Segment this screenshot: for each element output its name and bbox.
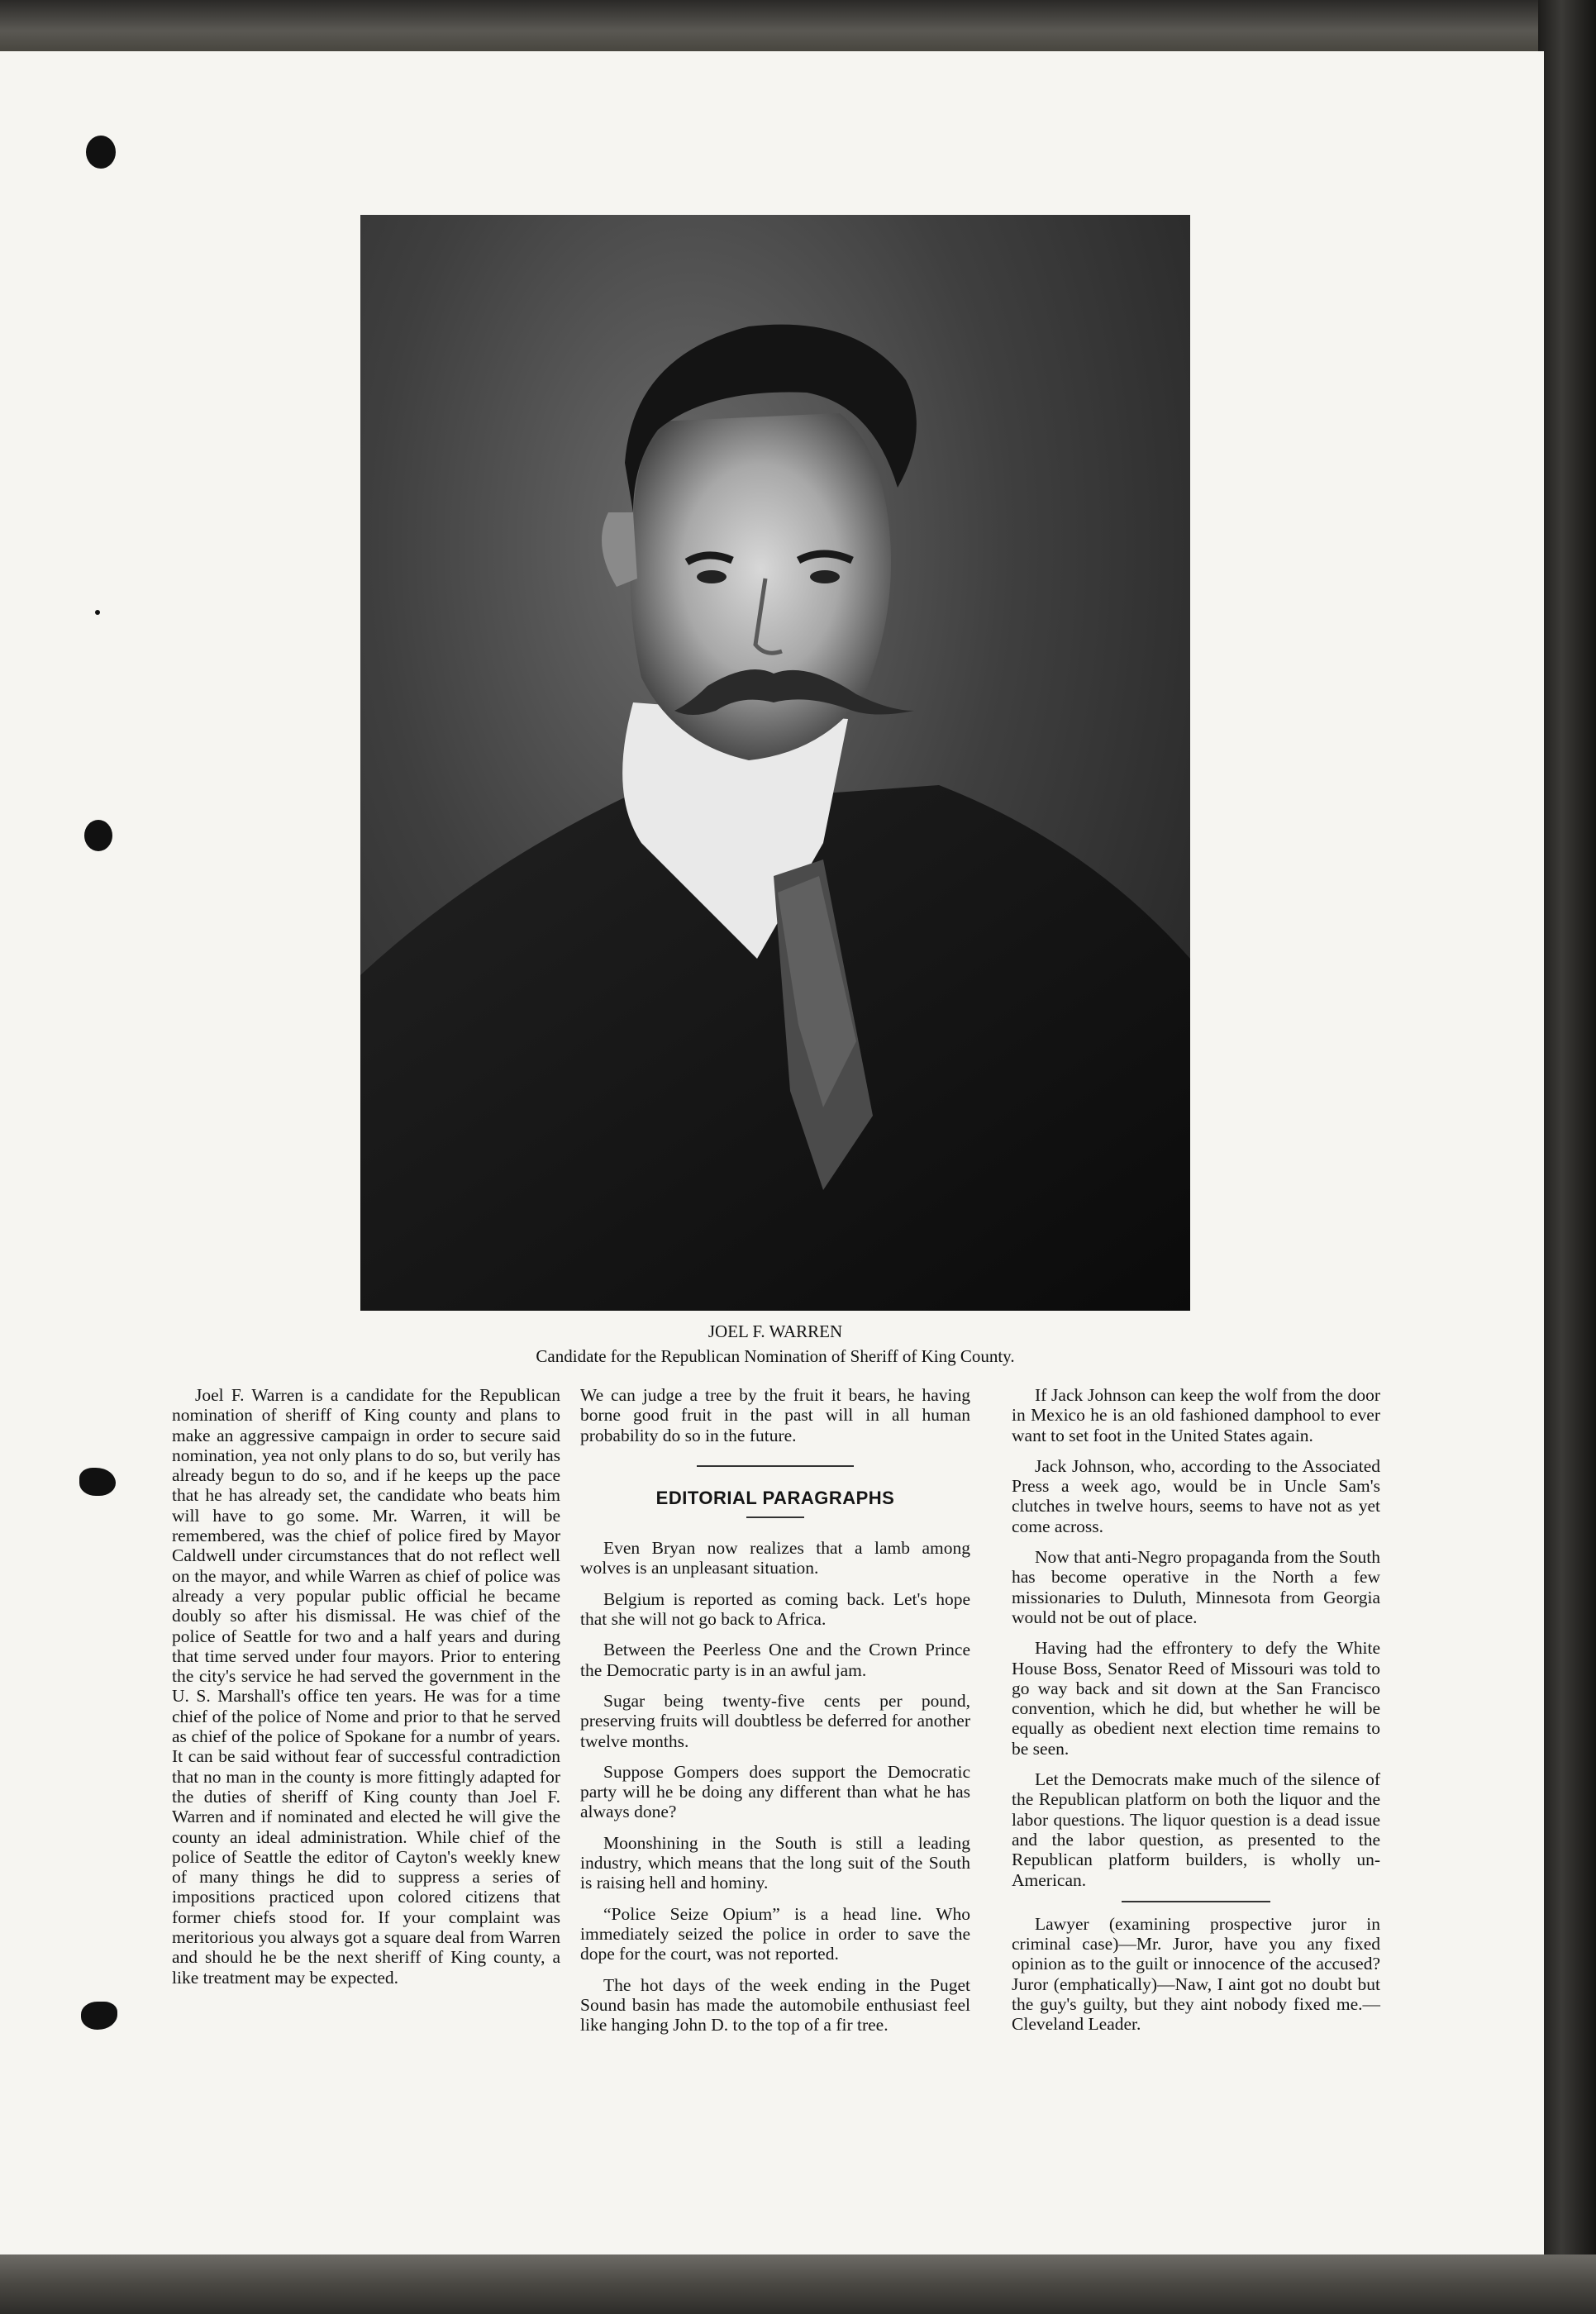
photo-caption: [360, 1319, 1190, 1369]
editorial-paragraph: Let the Democrats make much of the silence of the Republican platform on both the liquor and the labor questions. The liquor question is a dead issue and the labor question, as presented to the Republican platform builders, is wholly un-American.: [1012, 1769, 1380, 1890]
joke-paragraph: Lawyer (examining prospective juror in criminal case)—Mr. Juror, have you any fixed opinion as to the guilt or innocence of the accused? Juror (emphatically)—Naw, I aint got no doubt but the guy's guilty, but they aint nobody fixed me.—Cleveland Leader.: [1012, 1913, 1380, 2035]
portrait-illustration: [360, 215, 1190, 1311]
scan-border-bottom: [0, 2254, 1596, 2314]
punch-hole: [81, 2002, 117, 2030]
editorial-paragraph: Belgium is reported as coming back. Let's hope that she will not go back to Africa.: [580, 1588, 970, 1630]
article-column-2: [580, 1385, 970, 2045]
article-column-3: [1012, 1385, 1380, 2045]
editorial-paragraph: If Jack Johnson can keep the wolf from the door in Mexico he is an old fashioned damphool to ever want to set foot in the United States again.: [1012, 1385, 1380, 1445]
article-body: Joel F. Warren is a candidate for the Republican nomination of sheriff of King county and plans to make an aggressive campaign in order to secure said nomination, yea not only plans to do so, but verily has already begun to do so, and if he keeps up the pace that he has already set, the candidate who beats him will have to go some. Mr. Warren, it will be remembered, was the chief of police fired by Mayor Caldwell under circumstances that do not reflect well on the mayor, and while Warren as chief of police was already a very popular public official he became doubly so after his dismissal. He was chief of the police of Seattle for two and a half years and during that time served under four mayors. Prior to entering the city's service he had served the government in the U. S. Marshall's office ten years. He was for a time chief of the police of Nome and prior to that he served as chief of the police of Spokane for a numbr of years. It can be said without fear of successful contradiction that no man in the county is more fittingly adapted for the duties of sheriff of King county than Joel F. Warren and if nominated and elected he will give the county an ideal administration. While chief of the police of Seattle the editor of Cayton's weekly knew of many things he did to suppress a series of impositions practiced upon colored citizens that former chiefs stood for. If your complaint was meritorious you always got a square deal from Warren and should he be the next sheriff of King county, a like treatment may be expected.: [172, 1385, 560, 1988]
punch-hole: [79, 1468, 116, 1496]
editorial-paragraph: Suppose Gompers does support the Democratic party will he be doing any different than what he has always done?: [580, 1761, 970, 1822]
editorial-paragraph: Sugar being twenty-five cents per pound, preserving fruits will doubtless be deferred for another twelve months.: [580, 1690, 970, 1751]
divider: [746, 1516, 804, 1518]
editorial-heading: EDITORIAL PARAGRAPHS: [655, 1487, 895, 1508]
editorial-paragraph: Even Bryan now realizes that a lamb among wolves is an unpleasant situation.: [580, 1538, 970, 1578]
punch-hole: [86, 136, 116, 169]
divider: [697, 1465, 854, 1467]
speck: [95, 610, 100, 615]
punch-hole: [84, 820, 112, 851]
caption-subtitle: Candidate for the Republican Nomination of Sheriff of King County.: [536, 1346, 1015, 1366]
editorial-paragraph: Between the Peerless One and the Crown Prince the Democratic party is in an awful jam.: [580, 1640, 970, 1680]
editorial-paragraph: The hot days of the week ending in the Puget Sound basin has made the automobile enthusiast feel like hanging John D. to the top of a fir tree.: [580, 1974, 970, 2035]
caption-name: JOEL F. WARREN: [707, 1321, 843, 1341]
editorial-paragraph: Jack Johnson, who, according to the Associated Press a week ago, would be in Uncle Sam's clutches in twelve hours, seems to have not as yet come across.: [1012, 1455, 1380, 1536]
portrait-photo: [360, 215, 1190, 1311]
editorial-paragraph: Having had the effrontery to defy the White House Boss, Senator Reed of Missouri was told to go way back and sit down at the San Francisco convention, which he did, but whether he will be equally as obedient next election time remains to be seen.: [1012, 1638, 1380, 1759]
editorial-paragraph: “Police Seize Opium” is a head line. Who immediately seized the police in order to save the dope for the court, was not reported.: [580, 1903, 970, 1964]
editorial-paragraph: Now that anti-Negro propaganda from the South has become operative in the North a few missionaries to Duluth, Minnesota from Georgia would not be out of place.: [1012, 1547, 1380, 1627]
article-continuation: We can judge a tree by the fruit it bears, he having borne good fruit in the past will in all human probability do so in the future.: [580, 1385, 970, 1445]
scan-border-right: [1538, 0, 1596, 2314]
divider: [1122, 1901, 1270, 1902]
scan-border-top: [0, 0, 1596, 51]
article-column-1: [172, 1385, 560, 1998]
editorial-paragraph: Moonshining in the South is still a leading industry, which means that the long suit of the South is raising hell and hominy.: [580, 1832, 970, 1893]
